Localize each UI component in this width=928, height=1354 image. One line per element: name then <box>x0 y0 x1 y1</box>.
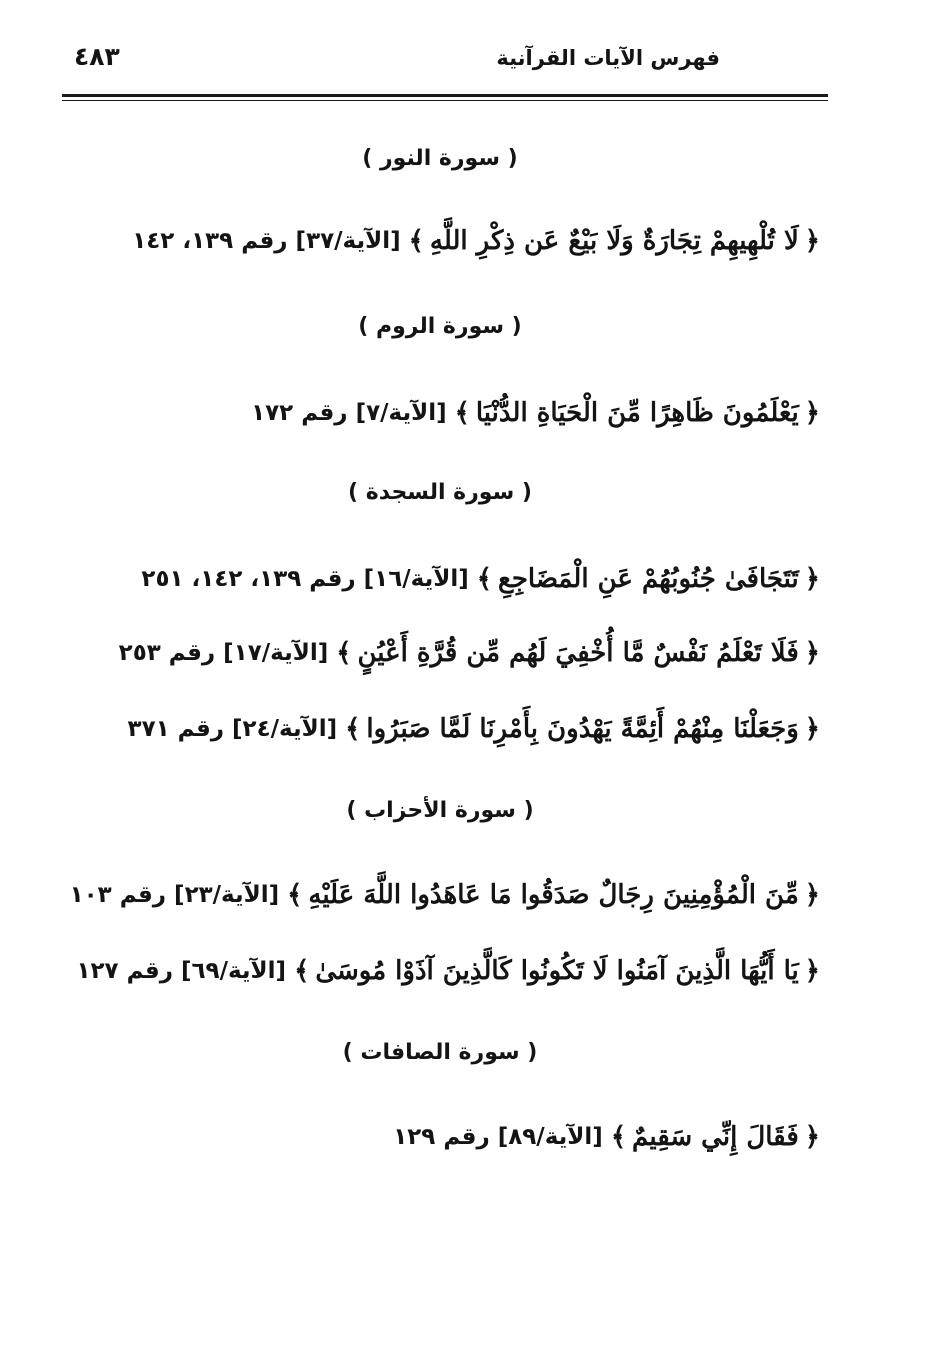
entry-numbers: رقم ١٠٣ <box>69 882 167 908</box>
verse-open-bracket: ﴿ <box>804 880 820 910</box>
surah-heading: ( سورة الصافات ) <box>342 1040 538 1065</box>
verse-text: لَا تُلْهِيهِمْ تِجَارَةٌ وَلَا بَيْعٌ عَن ذِكْرِ اللَّهِ <box>429 226 799 256</box>
entry-numbers: رقم ١٧٢ <box>251 400 348 426</box>
verse-reference: [الآية/٣٧] <box>295 228 401 254</box>
verse-open-bracket: ﴿ <box>804 714 820 744</box>
verse-reference: [الآية/٢٣] <box>174 882 280 908</box>
verse-reference: [الآية/١٦] <box>363 566 469 592</box>
verse-reference: [الآية/٨٩] <box>497 1124 603 1150</box>
entry-numbers: رقم ١٢٧ <box>76 958 173 984</box>
verse-close-bracket: ﴾ <box>336 638 352 668</box>
verse-entry <box>76 956 820 986</box>
verse-reference: [الآية/٧] <box>355 400 447 426</box>
page-number: ٤٨٣ <box>74 42 120 71</box>
verse-open-bracket: ﴿ <box>804 638 820 668</box>
entry-numbers: رقم ١٢٩ <box>393 1124 490 1150</box>
verse-close-bracket: ﴾ <box>345 714 361 744</box>
verse-open-bracket: ﴿ <box>804 956 820 986</box>
verse-text: تَتَجَافَىٰ جُنُوبُهُمْ عَنِ الْمَضَاجِعِ <box>497 564 799 594</box>
header-rule <box>62 94 828 97</box>
verse-open-bracket: ﴿ <box>804 1122 820 1152</box>
verse-text: يَعْلَمُونَ ظَاهِرًا مِّنَ الْحَيَاةِ الدُّنْيَا <box>475 398 799 428</box>
running-title: فهرس الآيات القرآنية <box>496 46 720 70</box>
verse-reference: [الآية/٦٩] <box>180 958 287 984</box>
verse-close-bracket: ﴾ <box>610 1122 627 1152</box>
verse-entry <box>132 226 820 256</box>
verse-open-bracket: ﴿ <box>804 226 820 256</box>
surah-heading: ( سورة النور ) <box>362 146 518 171</box>
verse-close-bracket: ﴾ <box>476 564 492 594</box>
verse-close-bracket: ﴾ <box>454 398 470 428</box>
verse-entry <box>119 638 820 668</box>
verse-text: مِّنَ الْمُؤْمِنِينَ رِجَالٌ صَدَقُوا مَا عَاهَدُوا اللَّهَ عَلَيْهِ <box>308 880 799 910</box>
verse-entry <box>141 564 820 594</box>
verse-close-bracket: ﴾ <box>408 226 424 256</box>
verse-text: وَجَعَلْنَا مِنْهُمْ أَئِمَّةً يَهْدُونَ بِأَمْرِنَا لَمَّا صَبَرُوا <box>366 714 799 744</box>
verse-entry <box>70 880 820 910</box>
entry-numbers: رقم ٢٥٣ <box>118 640 216 666</box>
verse-entry <box>251 398 820 428</box>
verse-reference: [الآية/٢٤] <box>232 716 338 742</box>
verse-close-bracket: ﴾ <box>294 956 310 986</box>
verse-reference: [الآية/١٧] <box>223 640 329 666</box>
surah-heading: ( سورة الروم ) <box>358 314 522 339</box>
verse-text: فَلَا تَعْلَمُ نَفْسٌ مَّا أُخْفِيَ لَهُم مِّن قُرَّةِ أَعْيُنٍ <box>357 638 799 668</box>
entry-numbers: رقم ١٣٩، ١٤٢ <box>132 228 288 254</box>
page-header <box>62 36 828 80</box>
entry-numbers: رقم ٣٧١ <box>127 716 225 742</box>
surah-heading: ( سورة الأحزاب ) <box>346 798 534 823</box>
verse-open-bracket: ﴿ <box>804 564 820 594</box>
verse-text: فَقَالَ إِنِّي سَقِيمٌ <box>632 1122 799 1152</box>
verse-entry <box>393 1122 820 1152</box>
entry-numbers: رقم ١٣٩، ١٤٢، ٢٥١ <box>141 566 356 592</box>
surah-heading: ( سورة السجدة ) <box>348 480 532 505</box>
verse-open-bracket: ﴿ <box>804 398 820 428</box>
verse-entry <box>128 714 820 744</box>
verse-close-bracket: ﴾ <box>287 880 303 910</box>
verse-text: يَا أَيُّهَا الَّذِينَ آمَنُوا لَا تَكُونُوا كَالَّذِينَ آذَوْا مُوسَىٰ <box>315 956 799 986</box>
header-rule-thin <box>62 100 828 101</box>
